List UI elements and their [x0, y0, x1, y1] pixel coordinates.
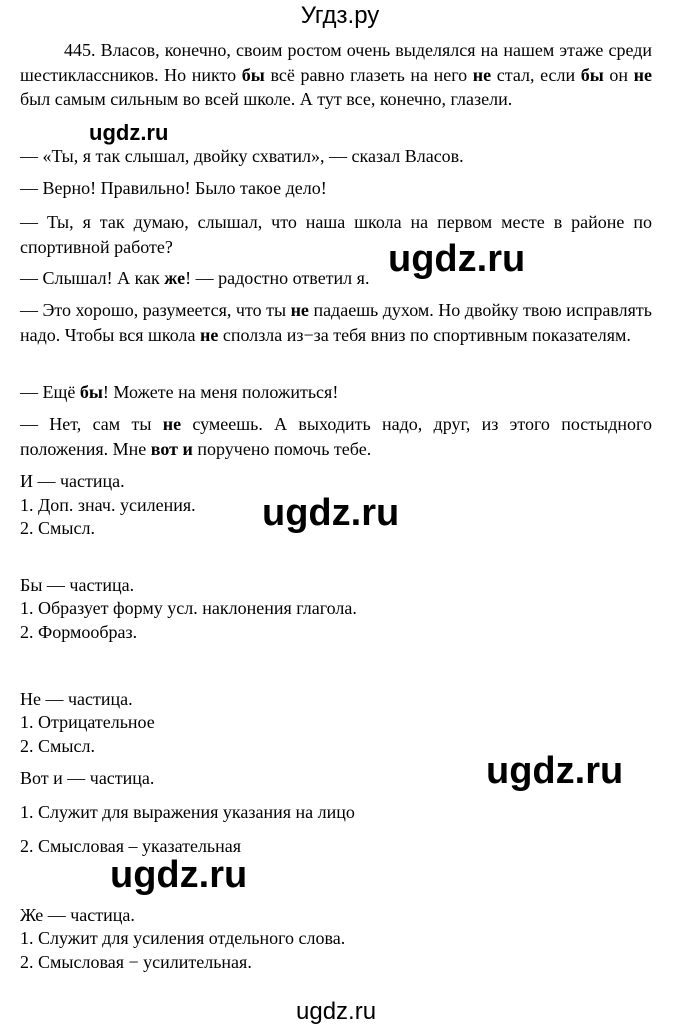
analysis-item: 1. Доп. знач. усиления.	[20, 495, 196, 515]
text-run: — Ещё	[20, 382, 80, 402]
dialogue-line	[20, 298, 652, 347]
bold-particle: не	[199, 324, 219, 345]
text-run: падаешь духом. Но двойку твою исправлять надо. Чтобы вся школа	[20, 300, 652, 345]
bold-particle: бы	[79, 382, 103, 402]
text-run: сползла из−за тебя вниз по спортивным показателям.	[218, 324, 631, 345]
bold-particle: не	[162, 414, 182, 434]
watermark: ugdz.ru	[388, 238, 526, 280]
analysis-heading: Не — частица.	[20, 689, 133, 709]
dialogue-line: — «Ты, я так слышал, двойку схватил», — сказал Власов.	[20, 146, 464, 166]
text-run: ! Можете на меня положиться!	[102, 382, 339, 402]
text-run: поручено помочь тебе.	[192, 438, 372, 459]
bold-particle: не	[290, 300, 309, 320]
text-run: был самым сильным во всей школе. А тут все, конечно, глазели.	[20, 89, 513, 109]
dialogue-line	[20, 266, 652, 291]
text-run: он	[603, 64, 634, 85]
site-header: Угдз.ру	[300, 2, 380, 29]
analysis-heading: Вот и — частица.	[20, 768, 155, 788]
analysis-item: 2. Смысл.	[20, 518, 95, 538]
analysis-item: 1. Отрицательное	[20, 712, 155, 732]
exercise-paragraph	[20, 38, 652, 112]
footer-watermark: ugdz.ru	[296, 998, 377, 1025]
analysis-item: 2. Формообраз.	[20, 622, 138, 642]
dialogue-line: — Верно! Правильно! Было такое дело!	[20, 178, 327, 198]
dialogue-line: — Ты, я так думаю, слышал, что наша школа на первом месте в районе по спортивной работе?	[20, 212, 652, 257]
text-run: — Это хорошо, разумеется, что ты	[20, 300, 291, 320]
watermark: ugdz.ru	[89, 120, 169, 145]
analysis-heading: И — частица.	[20, 471, 125, 491]
text-run: стал, если	[491, 64, 581, 85]
watermark: ugdz.ru	[486, 750, 624, 792]
watermark: ugdz.ru	[110, 854, 248, 896]
text-run: всё равно глазеть на него	[264, 64, 473, 85]
bold-particle: же	[164, 268, 186, 288]
analysis-heading: Же — частица.	[20, 905, 135, 925]
bold-particle: не	[472, 64, 492, 85]
analysis-heading: Бы — частица.	[20, 575, 135, 595]
dialogue-line	[20, 412, 652, 461]
bold-particle: вот и	[150, 438, 193, 459]
bold-particle: бы	[241, 64, 265, 85]
analysis-item: 1. Служит для усиления отдельного слова.	[20, 928, 346, 948]
text-run: — Нет, сам ты	[20, 414, 163, 434]
analysis-item: 2. Смысловая – указательная	[20, 836, 242, 856]
bold-particle: бы	[580, 64, 604, 85]
analysis-item: 2. Смысловая − усилительная.	[20, 952, 252, 972]
text-run: — Слышал! А как	[20, 268, 165, 288]
analysis-item: 1. Служит для выражения указания на лицо	[20, 802, 355, 822]
analysis-item: 1. Образует форму усл. наклонения глагола.	[20, 598, 357, 618]
text-run: сумеешь. А выходить надо, друг, из этого постыдного положения. Мне	[20, 414, 652, 459]
text-run: 445. Власов, конечно, своим ростом очень выделялся на нашем этаже среди шестиклассников. Но никто	[20, 40, 652, 85]
analysis-item: 2. Смысл.	[20, 736, 95, 756]
bold-particle: не	[633, 64, 652, 85]
text-run: ! — радостно ответил я.	[185, 268, 370, 288]
dialogue-line	[20, 380, 652, 405]
watermark: ugdz.ru	[262, 492, 400, 534]
